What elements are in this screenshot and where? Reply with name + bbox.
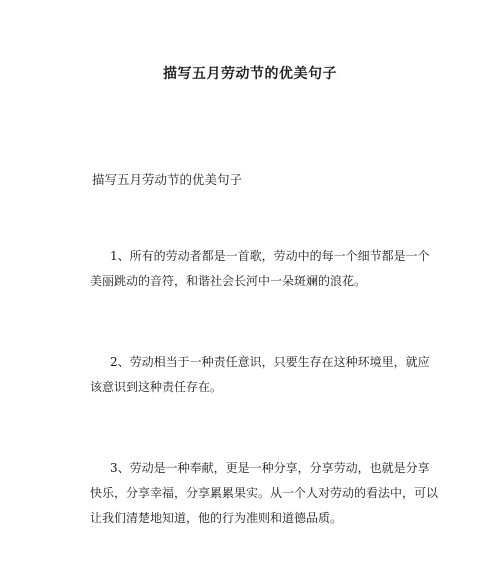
paragraph-line: 快乐，分享幸福，分享累累果实。从一个人对劳动的看法中，可以: [90, 486, 439, 500]
paragraph-line: 美丽跳动的音符，和谐社会长河中一朵斑斓的浪花。: [90, 274, 367, 288]
paragraph-line: 让我们清楚地知道，他的行为准则和道德品质。: [90, 511, 343, 525]
paragraph-3: [90, 456, 439, 531]
paragraph-2: [90, 350, 430, 400]
paragraph-line: 2、劳动相当于一种责任意识，只要生存在这种环境里，就应: [110, 355, 430, 369]
document-title: 描写五月劳动节的优美句子: [163, 66, 337, 82]
paragraph-1: [90, 244, 430, 294]
document-subtitle: 描写五月劳动节的优美句子: [92, 172, 243, 187]
paragraph-line: 1、所有的劳动者都是一首歌，劳动中的每一个细节都是一个: [110, 249, 430, 263]
paragraph-line: 该意识到这种责任存在。: [90, 380, 223, 394]
paragraph-line: 3、劳动是一种奉献，更是一种分享，分享劳动，也就是分享: [110, 461, 430, 475]
